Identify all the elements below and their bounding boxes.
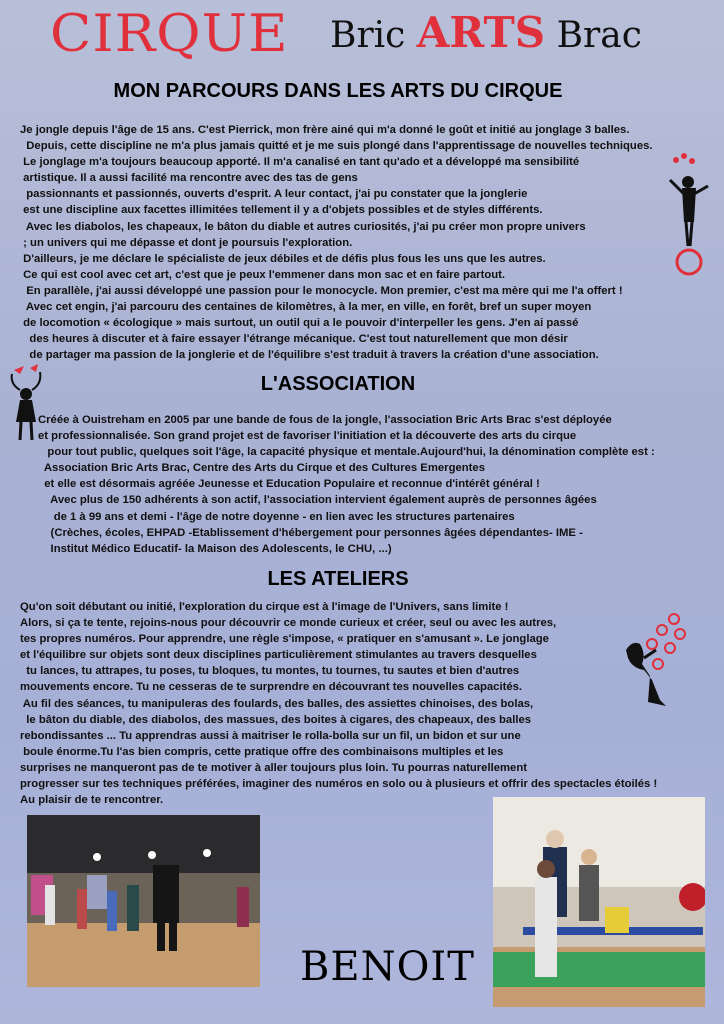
- text-line: des heures à discuter et à faire essayer l'étrange mécanique. C'est tout naturellement que mon désir: [20, 333, 568, 346]
- text-line: Ce qui est cool avec cet art, c'est que je peux l'emmener dans mon sac et en faire partout.: [20, 268, 506, 281]
- text-line: et professionnalisée. Son grand projet est de favoriser l'initiation et la découverte des arts du cirque: [38, 430, 577, 443]
- text-line: Avec cet engin, j'ai parcouru des centaines de kilomètres, à la mer, en ville, en forêt, bref un super moyen: [20, 301, 592, 314]
- text-line: Avec les diabolos, les chapeaux, le bâton du diable et autres curiosités, j'ai pu créer mon propre univers: [20, 220, 586, 233]
- text-line: Le jonglage m'a toujours beaucoup apporté. Il m'a canalisé en tant qu'ado et a développé ma sensibilité: [20, 156, 580, 169]
- text-line: Créée à Ouistreham en 2005 par une bande de fous de la jongle, l'association Bric Arts Brac s'est déployée: [38, 414, 612, 426]
- text-line: surprises ne manqueront pas de te motiver à aller toujours plus loin. Tu pourras naturellement: [20, 761, 528, 774]
- text-line: Je jongle depuis l'âge de 15 ans. C'est Pierrick, mon frère ainé qui m'a donné le goût et initié au jonglage 3 balles.: [20, 124, 630, 136]
- text-line: rebondissantes ... Tu apprendras aussi à maitriser le rolla-bolla sur un fil, un bidon et sur une: [20, 729, 521, 742]
- text-line: passionnants et passionnés, ouverts d'esprit. A leur contact, j'ai pu constater que la jonglerie: [20, 188, 528, 201]
- text-line: artistique. Il a aussi facilité ma rencontre avec des tas de gens: [20, 172, 358, 185]
- text-line: D'ailleurs, je me déclare le spécialiste de jeux débiles et de défis plus fous les uns que les autres.: [20, 252, 546, 265]
- text-line: et elle est désormais agréée Jeunesse et Education Populaire et reconnue d'intérêt général !: [38, 478, 540, 491]
- workshop-photo-rolla: [493, 797, 705, 1007]
- text-line: En parallèle, j'ai aussi développé une passion pour le monocycle. Mon premier, c'est ma mère qui me l'a offert !: [20, 284, 623, 297]
- brand-logo: [330, 8, 642, 57]
- text-line: Qu'on soit débutant ou initié, l'exploration du cirque est à l'image de l'Univers, sans limite !: [20, 601, 509, 613]
- brand-part2: ARTS: [416, 8, 546, 57]
- paragraph-ateliers: [20, 599, 657, 808]
- text-line: Institut Médico Educatif- la Maison des Adolescents, le CHU, ...): [38, 542, 392, 555]
- text-line: mouvements encore. Tu ne cesseras de te surprendre en découvrant tes nouvelles capacités.: [20, 681, 523, 694]
- text-line: Avec plus de 150 adhérents à son actif, l'association intervient également auprès de personnes âgées: [38, 494, 597, 507]
- text-line: est une discipline aux facettes illimitées tellement il y a d'objets possibles et de styles différents.: [20, 204, 543, 217]
- text-line: boule énorme.Tu l'as bien compris, cette pratique offre des combinaisons multiples et les: [20, 745, 504, 758]
- text-line: de partager ma passion de la jonglerie et de l'équilibre s'est traduit à travers la création d'une association.: [20, 349, 599, 362]
- text-line: Au fil des séances, tu manipuleras des foulards, des balles, des assiettes chinoises, des bolas,: [20, 697, 534, 710]
- text-line: Depuis, cette discipline ne m'a plus jamais quitté et je me suis plongé dans l'apprentissage de nouvelles techniques.: [20, 140, 653, 153]
- cirque-logo: CIRQUE: [50, 3, 289, 64]
- text-line: le bâton du diable, des diabolos, des massues, des boites à cigares, des chapeaux, des balles: [20, 713, 532, 726]
- ball-juggler-icon: [622, 610, 702, 710]
- section-title-association: L'ASSOCIATION: [260, 373, 416, 395]
- paragraph-parcours: [20, 122, 653, 363]
- workshop-photo-gym: [27, 815, 260, 987]
- text-line: ; un univers qui me dépasse et dont je poursuis l'exploration.: [20, 236, 353, 249]
- text-line: progresser sur tes techniques préférées, imaginer des numéros en solo ou à plusieurs et offrir des spectacles étoilés !: [20, 778, 658, 791]
- brand-part1: Bric: [330, 15, 417, 56]
- text-line: tes propres numéros. Pour apprendre, une règle s'impose, « pratiquer en s'amusant ». Le jonglage: [20, 633, 549, 646]
- text-line: pour tout public, quelques soit l'âge, la capacité physique et mentale.Aujourd'hui, la dénomination complète est :: [38, 446, 655, 459]
- brand-part3: Brac: [545, 15, 642, 56]
- text-line: Association Bric Arts Brac, Centre des Arts du Cirque et des Cultures Emergentes: [38, 462, 485, 475]
- text-line: de 1 à 99 ans et demi - l'âge de notre doyenne - en lien avec les structures partenaires: [38, 510, 515, 523]
- text-line: Au plaisir de te rencontrer.: [20, 794, 164, 807]
- text-line: (Crèches, écoles, EHPAD -Etablissement d'hébergement pour personnes âgées dépendantes- IME -: [38, 526, 583, 539]
- signature: BENOIT: [300, 944, 475, 990]
- text-line: tu lances, tu attrapes, tu poses, tu bloques, tu montes, tu tournes, tu sautes et bien d'autres: [20, 665, 520, 678]
- text-line: de locomotion « écologique » mais surtout, un outil qui a le pouvoir d'interpeller les gens. J'en ai passé: [20, 317, 579, 330]
- unicycle-juggler-icon: [662, 150, 716, 278]
- text-line: Alors, si ça te tente, rejoins-nous pour découvrir ce monde curieux et créer, seul ou avec les autres,: [20, 617, 557, 630]
- section-title-ateliers: LES ATELIERS: [267, 568, 409, 590]
- section-title-parcours: MON PARCOURS DANS LES ARTS DU CIRQUE: [113, 80, 563, 102]
- paragraph-association: [38, 412, 655, 557]
- text-line: et l'équilibre sur objets sont deux disciplines particulièrement stimulantes au travers desquelles: [20, 649, 537, 662]
